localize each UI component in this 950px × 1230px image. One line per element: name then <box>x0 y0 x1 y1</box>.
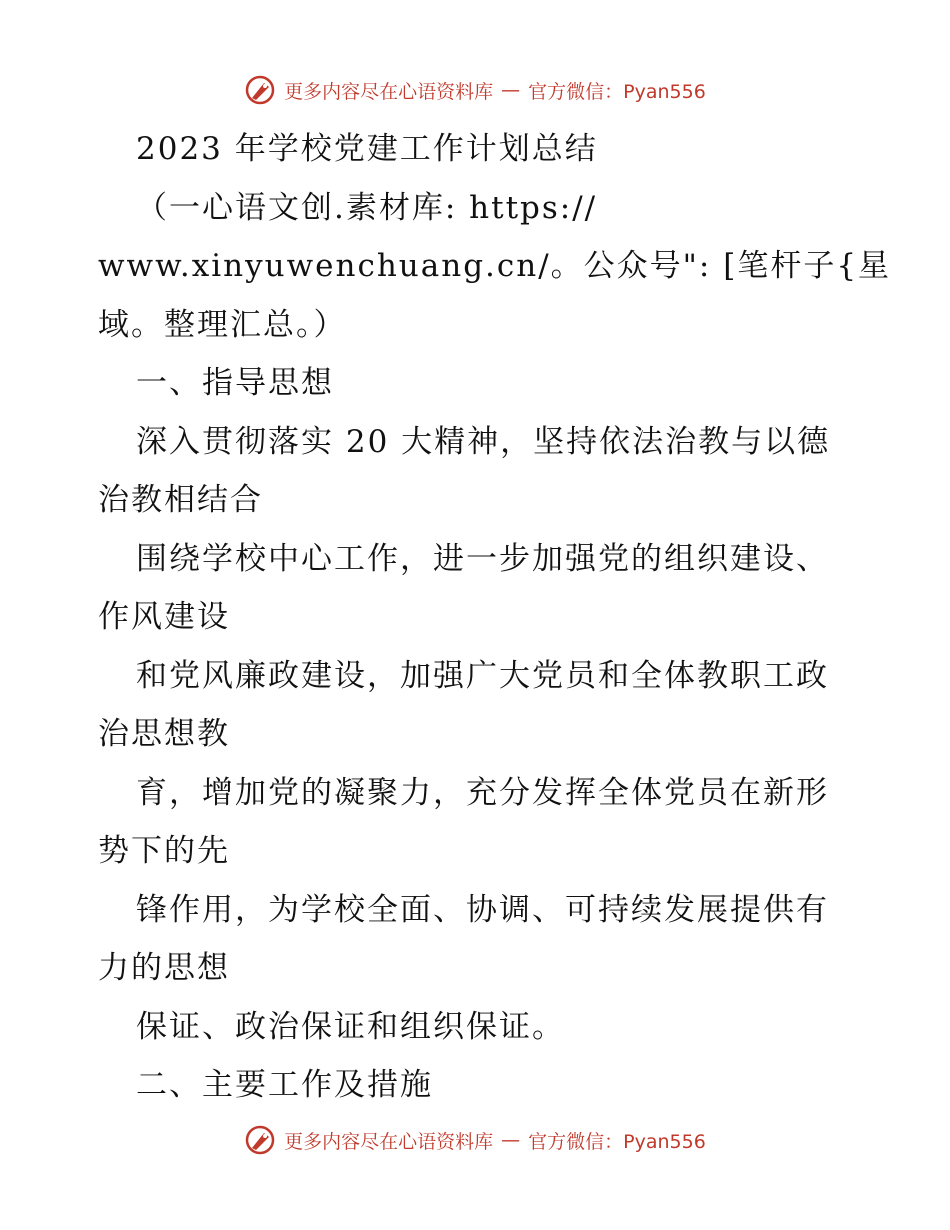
watermark-main-text: 更多内容尽在心语资料库 <box>284 80 494 103</box>
section-heading: 一、指导思想 <box>136 365 334 401</box>
section-heading: 二、主要工作及措施 <box>136 1067 433 1103</box>
doc-line: 深入贯彻落实 20 大精神，坚持依法治教与以德 <box>136 423 831 460</box>
pen-nib-icon <box>244 1124 276 1156</box>
doc-line: 锋作用，为学校全面、协调、可持续发展提供有 <box>136 891 829 928</box>
doc-title: 2023 年学校党建工作计划总结 <box>136 131 598 167</box>
doc-line: 治思想教 <box>98 716 230 752</box>
doc-line: 围绕学校中心工作，进一步加强党的组织建设、 <box>136 540 829 577</box>
doc-line: www.xinyuwenchuang.cn/。公众号": [笔杆子{星 <box>98 248 892 284</box>
doc-line: 域。整理汇总。） <box>98 306 347 343</box>
watermark-header <box>0 70 950 110</box>
document-body <box>98 120 892 1115</box>
watermark-sub-text: 官方微信：Pyan556 <box>528 1130 706 1153</box>
watermark-main-text: 更多内容尽在心语资料库 <box>284 1130 494 1153</box>
pen-nib-icon <box>244 74 276 106</box>
doc-line: （一心语文创.素材库: https:// <box>136 189 598 226</box>
doc-line: 保证、政治保证和组织保证。 <box>136 1008 565 1045</box>
doc-line: 势下的先 <box>98 833 230 869</box>
doc-line: 育，增加党的凝聚力，充分发挥全体党员在新形 <box>136 774 829 811</box>
watermark-dash: — <box>501 79 521 101</box>
watermark-sub-text: 官方微信：Pyan556 <box>528 80 706 103</box>
doc-line: 治教相结合 <box>98 482 263 518</box>
doc-line: 和党风廉政建设，加强广大党员和全体教职工政 <box>136 657 829 694</box>
doc-line: 作风建设 <box>98 599 230 635</box>
watermark-dash: — <box>501 1129 521 1151</box>
doc-line: 力的思想 <box>98 950 230 986</box>
watermark-footer <box>0 1120 950 1160</box>
